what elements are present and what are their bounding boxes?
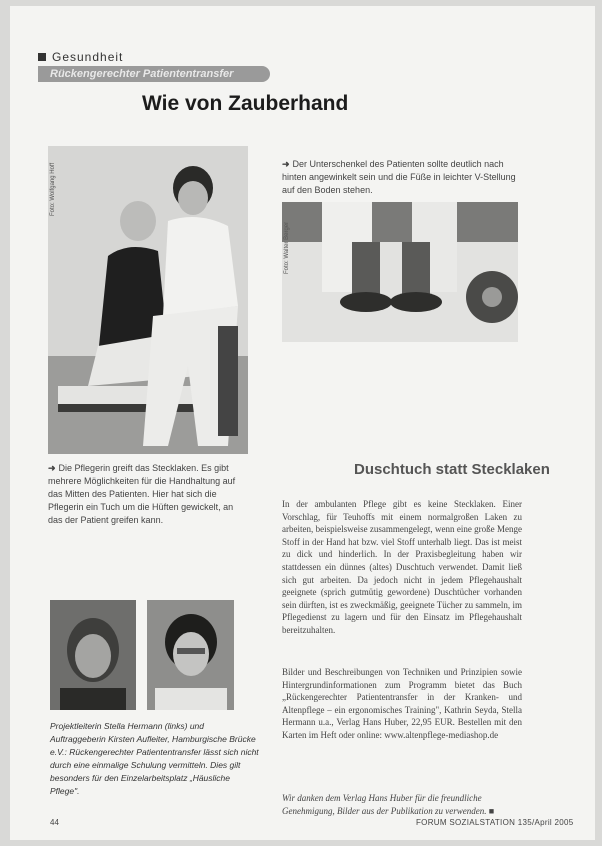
portrait-1-illustration [50, 600, 136, 710]
article-closing: Wir danken dem Verlag Hans Huber für die freundliche Genehmigung, Bilder aus der Publikation zu verwenden. ■ [282, 793, 495, 816]
portrait-caption: Projektleiterin Stella Hermann (links) und Auftraggeberin Kirsten Aufleiter, Hamburgische Brücke e.V.: Rückengerechter Patiententransfer lässt sich nicht durch eine einmalige Schulung vermitteln. Dies gilt besonders für den Einzelarbeitsplatz „Häusliche Pflege". [50, 721, 259, 796]
article-subhead: Duschtuch statt Stecklaken [354, 461, 550, 478]
publication-info: FORUM SOZIALSTATION 135/April 2005 [416, 818, 574, 827]
section-label [38, 50, 123, 64]
photo-nurse-transfer [48, 146, 248, 454]
portrait-2-illustration [147, 600, 234, 710]
page-title: Wie von Zauberhand [142, 92, 349, 115]
nurse-transfer-illustration [48, 146, 248, 454]
portrait-stella-hermann [50, 600, 136, 710]
photo-credit-main: Foto: Wolfgang Hoff [50, 162, 56, 216]
article-paragraph-1: In der ambulanten Pflege gibt es keine Stecklaken. Einer Vorschlag, für Teuhoffs mit einem normalgroßen Laken zu arbeiten, beispielsweise zusammengelegt, wenn eine große Menge Stoff in der Hand hat bzw. viel Stoff unterhalb liegt. Das ist meist zu dick und hinderlich. In der Praxisbegleitung haben wir stattdessen ein dünnes (altes) Duschtuch verwendet. Damit ließ sich gut arbeiten. Da jedoch nicht in jedem Pflegehaushalt geeignete (sprich gutmütig gewordene) Duschtücher vorhanden sein dürften, ist es zweckmäßig, geeignete Tücher zu sammeln, im Pflegedienst zu lagern und für den Einsatz im Pflegehaushalt bereitzuhalten. [282, 499, 522, 635]
photo-credit-feet: Foto: Walter Berger [284, 221, 290, 274]
article-paragraph-2: Bilder und Beschreibungen von Techniken und Prinzipien sowie Hintergrundinformationen zum Programm bietet das Buch „Rückengerechter Patiententransfer in der Kranken- und Altenpflege – ein ergonomisches Training", Kathrin Seyda, Stella Hermann u.a., Verlag Hans Huber, 22,95 EUR. Bestellen mit den Karten im Heft oder online: www.altenpflege-mediashop.de [282, 667, 522, 740]
portrait-kirsten-aufleiter [147, 600, 234, 710]
arrow-icon: ➜ [48, 463, 56, 473]
section-square-icon [38, 53, 46, 61]
caption-main: ➜ Die Pflegerin greift das Stecklaken. Es gibt mehrere Möglichkeiten für die Handhaltung auf das Mitten des Patienten. Hier hat sich die Pflegerin ein Tuch um die Hüften gewickelt, an das der Patient greifen kann. [48, 463, 236, 525]
arrow-icon: ➜ [282, 159, 290, 169]
section-name: Gesundheit [52, 50, 124, 64]
page-number: 44 [50, 818, 59, 827]
feet-illustration [282, 202, 518, 342]
caption-feet: ➜ Der Unterschenkel des Patienten sollte deutlich nach hinten angewinkelt sein und die Füße in leichter V-Stellung auf den Boden stehen. [282, 159, 516, 195]
magazine-page [10, 6, 595, 840]
kicker-bar: Rückengerechter Patiententransfer [38, 66, 270, 82]
photo-feet-position [282, 202, 518, 342]
